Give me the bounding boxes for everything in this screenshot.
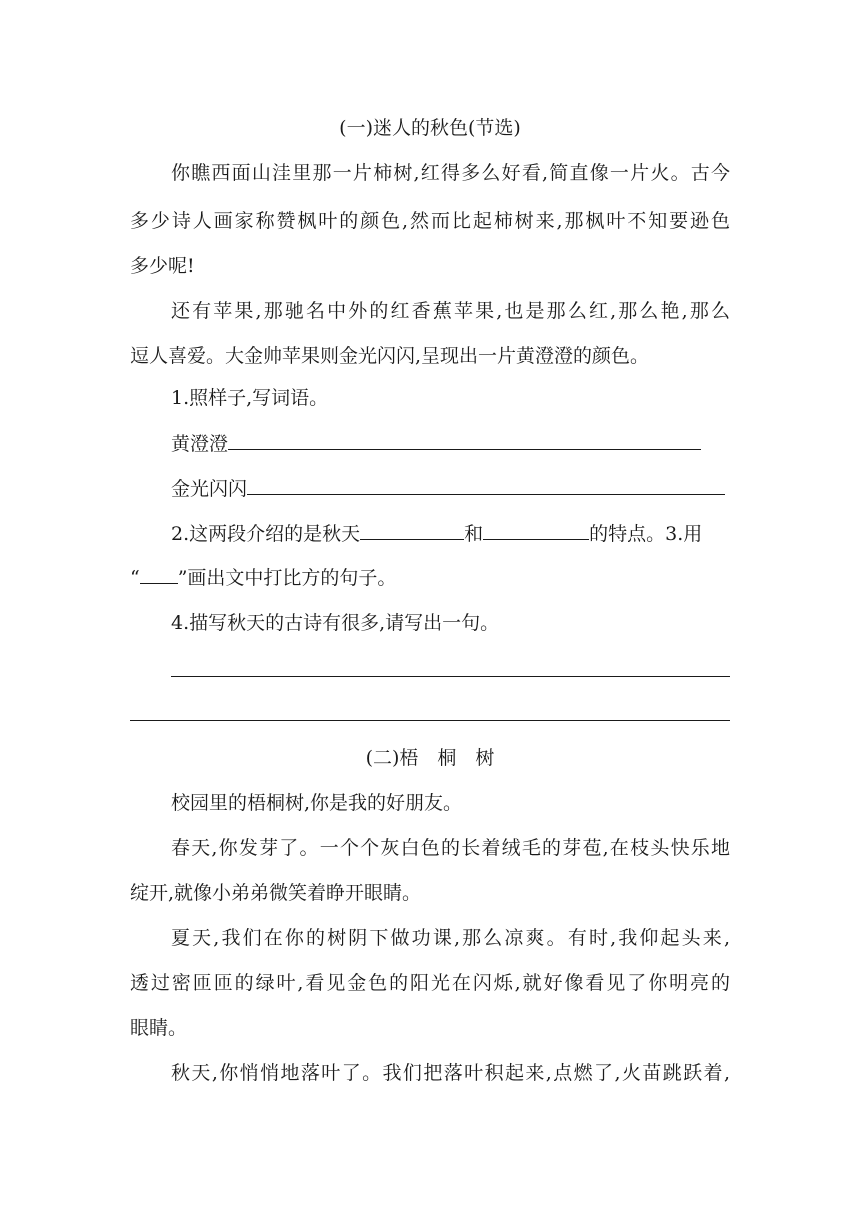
section2-title: (二)梧 桐 树 [365,747,495,769]
section2-p3-line1: 夏天,我们在你的树阴下做功课,那么凉爽。有时,我仰起头来, [171,927,730,949]
q1-row-1 [171,429,701,457]
section2-p3-line2: 透过密匝匝的绿叶,看见金色的阳光在闪烁,就好像看见了你明亮的 [130,972,730,994]
q3-underline-sample [140,567,178,584]
section2-p4-line1: 秋天,你悄悄地落叶了。我们把落叶积起来,点燃了,火苗跳跃着, [171,1062,730,1084]
section2-p2-line1: 春天,你发芽了。一个个灰白色的长着绒毛的芽苞,在枝头快乐地 [171,837,730,859]
q1-answer-blank-1[interactable] [228,429,701,450]
section-divider [130,720,730,721]
q2-text-mid: 和 [464,523,484,545]
q2-blank-2[interactable] [483,519,589,540]
q2-text-post: 的特点。3.用 [589,523,703,545]
q2-blank-1[interactable] [360,519,464,540]
q1-row-2 [171,474,725,502]
section1-title: (一)迷人的秋色(节选) [339,117,521,139]
section1-p2-line1: 还有苹果,那驰名中外的红香蕉苹果,也是那么红,那么艳,那么 [171,300,730,322]
section2-p3-line3: 眼睛。 [130,1017,188,1039]
question-3 [130,564,396,592]
section2-p1: 校园里的梧桐树,你是我的好朋友。 [171,792,463,814]
q1-word-2: 金光闪闪 [171,478,248,500]
q1-word-1: 黄澄澄 [171,433,229,455]
q4-answer-line[interactable] [171,676,730,677]
section1-p1-line3: 多少呢! [130,255,195,277]
question-4: 4.描写秋天的古诗有很多,请写出一句。 [171,612,500,634]
question-1: 1.照样子,写词语。 [171,387,329,409]
section1-p1-line2: 多少诗人画家称赞枫叶的颜色,然而比起柿树来,那枫叶不知要逊色 [130,210,730,232]
question-2 [171,519,702,547]
q3-quote-open: “ [130,567,140,589]
section2-p2-line2: 绽开,就像小弟弟微笑着睁开眼睛。 [130,882,422,904]
q2-text-pre: 2.这两段介绍的是秋天 [171,523,361,545]
q3-text: ”画出文中打比方的句子。 [177,567,397,589]
section1-p1-line1: 你瞧西面山洼里那一片柿树,红得多么好看,简直像一片火。古今 [171,162,730,184]
q1-answer-blank-2[interactable] [247,474,725,495]
section1-p2-line2: 逗人喜爱。大金帅苹果则金光闪闪,呈现出一片黄澄澄的颜色。 [130,345,650,367]
